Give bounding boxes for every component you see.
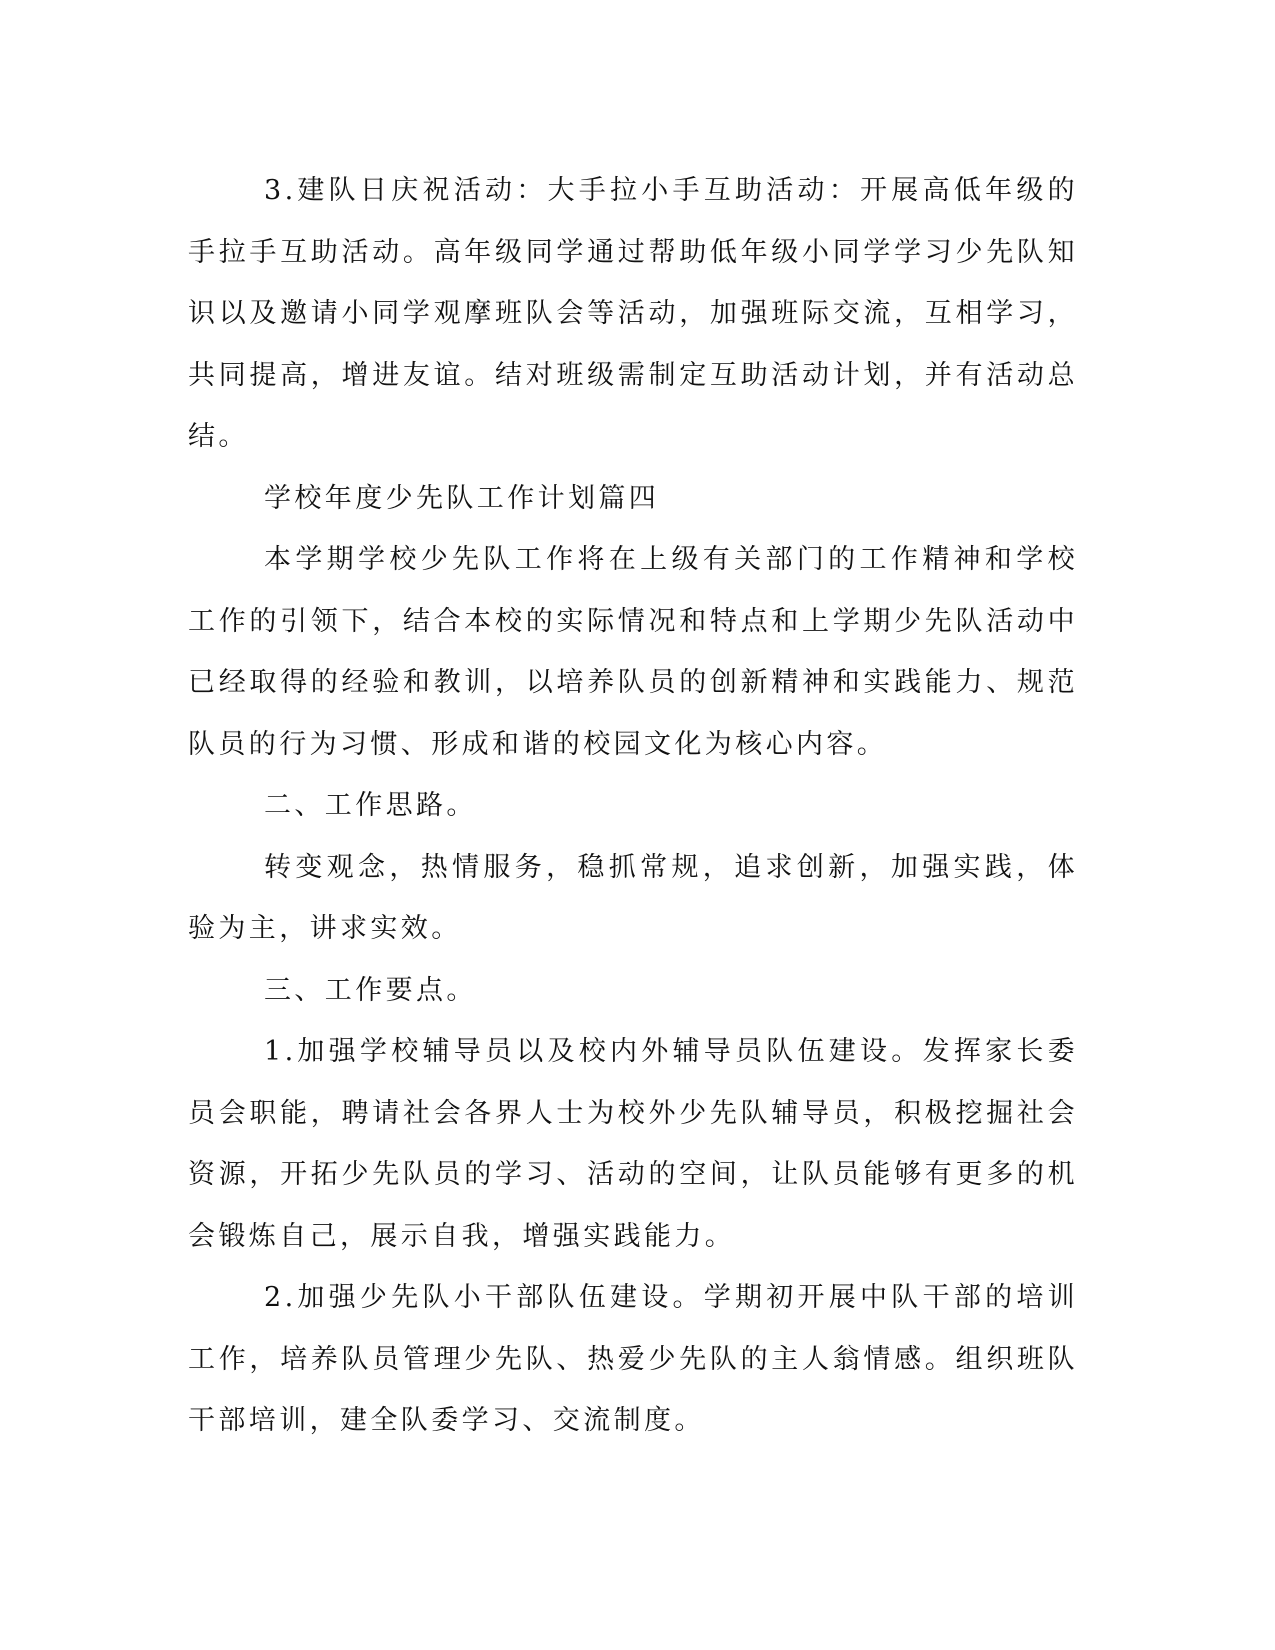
paragraph-activity-3: 3.建队日庆祝活动：大手拉小手互助活动：开展高低年级的手拉手互助活动。高年级同学通过帮助低年级小同学学习少先队知识以及邀请小同学观摩班队会等活动，加强班际交流，互相学习，共同提高，增进友谊。结对班级需制定互助活动计划，并有活动总结。 [188,175,1078,452]
heading-work-approach: 二、工作思路。 [264,790,477,821]
paragraph-intro: 本学期学校少先队工作将在上级有关部门的工作精神和学校工作的引领下，结合本校的实际情况和特点和上学期少先队活动中已经取得的经验和教训，以培养队员的创新精神和实践能力、规范队员的行为习惯、形成和谐的校园文化为核心内容。 [188,544,1078,760]
paragraph-work-approach: 转变观念，热情服务，稳抓常规，追求创新，加强实践，体验为主，讲求实效。 [188,851,1078,944]
document-body [188,160,1078,1452]
paragraph-point-2: 2.加强少先队小干部队伍建设。学期初开展中队干部的培训工作，培养队员管理少先队、热爱少先队的主人翁情感。组织班队干部培训，建全队委学习、交流制度。 [188,1282,1078,1436]
paragraph-point-1: 1.加强学校辅导员以及校内外辅导员队伍建设。发挥家长委员会职能，聘请社会各界人士为校外少先队辅导员，积极挖掘社会资源，开拓少先队员的学习、活动的空间，让队员能够有更多的机会锻炼自己，展示自我，增强实践能力。 [188,1036,1078,1252]
heading-work-points: 三、工作要点。 [264,974,477,1006]
section-heading-plan-4: 学校年度少先队工作计划篇四 [264,482,660,514]
